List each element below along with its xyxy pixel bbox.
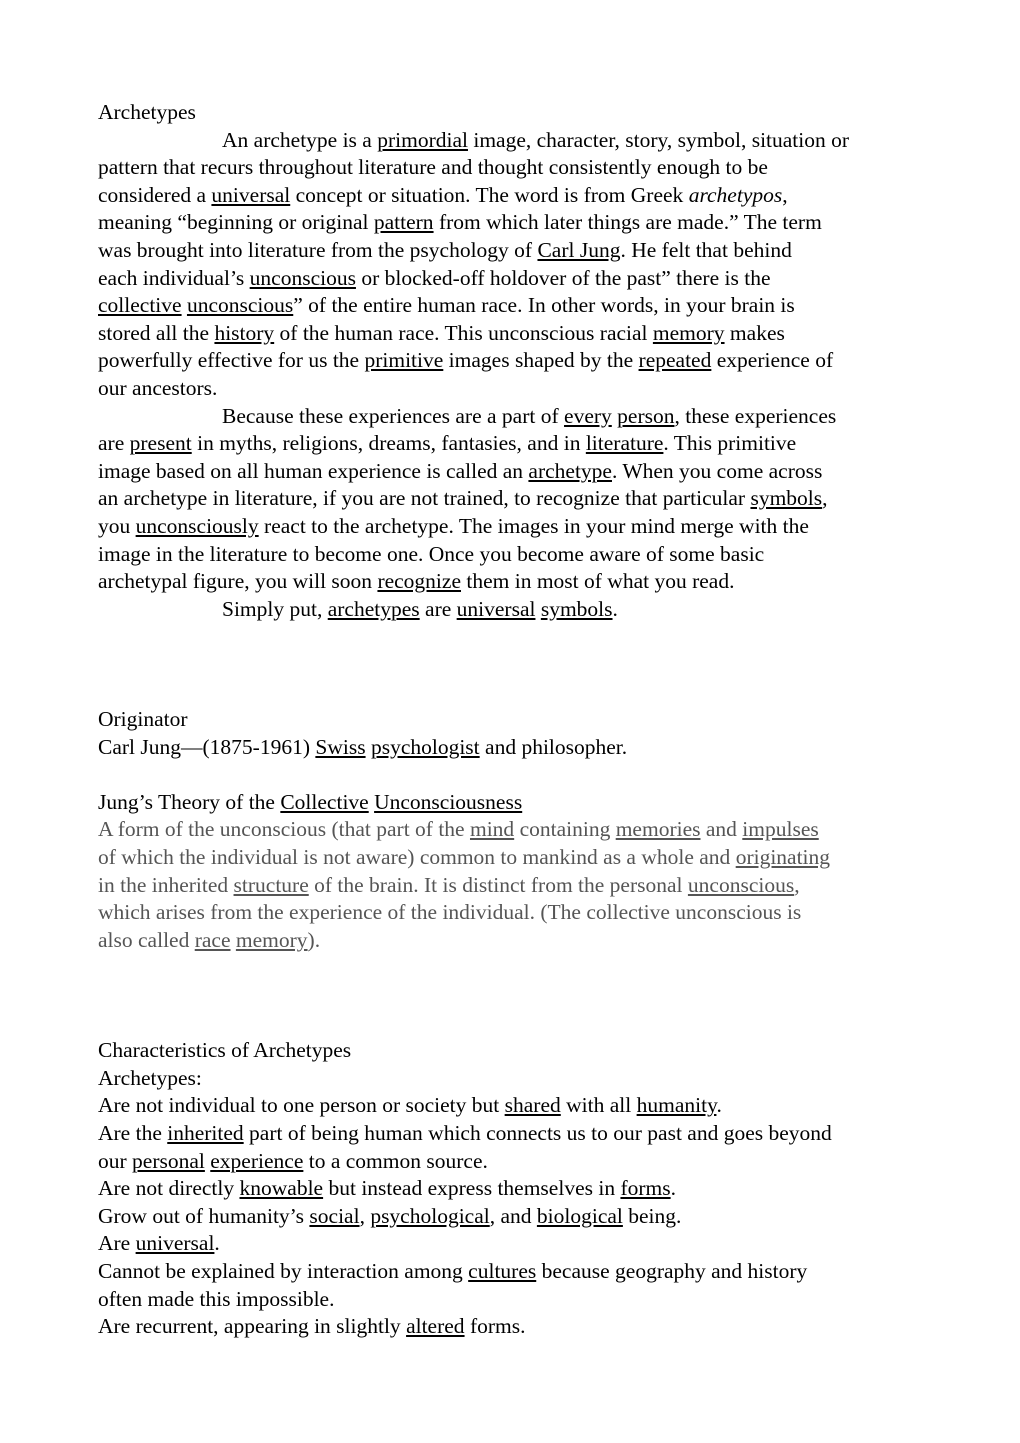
text-line	[98, 1175, 938, 1203]
text-line	[98, 513, 938, 541]
text-run: An archetype is a	[222, 127, 378, 152]
text-line	[98, 596, 938, 624]
text-run: considered a	[98, 182, 212, 207]
underlined-term: universal	[135, 1231, 215, 1256]
text-run: or blocked-off holdover of the past” there is the	[355, 265, 771, 290]
text-line	[98, 1120, 938, 1148]
text-run: to a common source.	[303, 1148, 488, 1173]
text-run: with all	[560, 1093, 637, 1118]
text-run: experience of	[711, 348, 834, 373]
underlined-term: knowable	[239, 1176, 324, 1201]
text-line	[98, 1037, 938, 1065]
underlined-term: impulses	[742, 817, 819, 842]
underlined-term: symbols	[750, 486, 823, 511]
text-run: , these experiences	[674, 403, 837, 428]
text-run: . This primitive	[663, 431, 797, 456]
section-spacer	[98, 954, 938, 1037]
text-run: and philosopher.	[479, 734, 628, 759]
text-run: containing	[514, 817, 616, 842]
text-run: our	[98, 1148, 133, 1173]
text-run: stored all the	[98, 320, 215, 345]
text-run: , and	[489, 1203, 537, 1228]
text-run: Because these experiences are a part of	[222, 403, 565, 428]
text-line	[98, 375, 938, 403]
underlined-term: primitive	[364, 348, 444, 373]
text-line	[98, 1230, 938, 1258]
text-run: forms.	[464, 1314, 526, 1339]
underlined-term: recognize	[377, 569, 461, 594]
text-run: Are not individual to one person or society but	[98, 1093, 505, 1118]
text-run: are	[98, 431, 130, 456]
text-line	[98, 347, 938, 375]
text-run: you	[98, 513, 136, 538]
text-run: archetypal figure, you will soon	[98, 569, 378, 594]
text-run: but instead express themselves in	[323, 1176, 621, 1201]
text-run: Jung’s Theory of the	[98, 789, 281, 814]
text-run: also called	[98, 927, 195, 952]
text-line	[98, 1203, 938, 1231]
text-line	[98, 568, 938, 596]
underlined-term: Collective	[280, 789, 369, 814]
text-run: ).	[307, 927, 321, 952]
text-run: .	[670, 1176, 676, 1201]
text-run: ,	[359, 1203, 371, 1228]
underlined-term: originating	[735, 845, 831, 870]
text-line	[98, 403, 938, 431]
text-run: Cannot be explained by interaction among	[98, 1258, 469, 1283]
underlined-term: psychological	[370, 1203, 490, 1228]
text-line	[98, 734, 938, 762]
text-run: image, character, story, symbol, situation or	[467, 127, 850, 152]
underlined-term: unconscious	[687, 872, 795, 897]
text-line	[98, 541, 938, 569]
text-run: Simply put,	[222, 596, 328, 621]
text-line	[98, 706, 938, 734]
text-line	[98, 1148, 938, 1176]
text-line	[98, 899, 938, 927]
text-line	[98, 99, 938, 127]
underlined-term: primordial	[377, 127, 468, 152]
text-run: Archetypes	[98, 100, 196, 124]
text-run: meaning “beginning or original	[98, 210, 374, 235]
underlined-term: repeated	[638, 348, 712, 373]
text-line	[98, 237, 938, 265]
underlined-term: biological	[536, 1203, 623, 1228]
text-run: in myths, religions, dreams, fantasies, and in	[191, 431, 586, 456]
underlined-term: universal	[211, 182, 291, 207]
text-line	[98, 154, 938, 182]
text-line	[98, 1313, 938, 1341]
underlined-term: inherited	[167, 1121, 244, 1145]
underlined-term: Carl Jung	[537, 237, 621, 262]
underlined-term: unconscious	[249, 265, 356, 290]
text-run: because geography and history	[536, 1258, 808, 1283]
text-run: part of being human which connects us to our past and goes beyond	[243, 1121, 832, 1145]
italic-term: archetypos	[688, 182, 783, 207]
section-spacer	[98, 761, 938, 789]
underlined-term: psychologist	[370, 734, 480, 759]
text-line	[98, 789, 938, 817]
text-run: A form of the unconscious (that part of the	[98, 817, 470, 842]
text-run: often made this impossible.	[98, 1286, 335, 1311]
text-run: . When you come across	[611, 458, 823, 483]
text-run: Are	[98, 1231, 136, 1256]
text-run: Grow out of humanity’s	[98, 1203, 310, 1228]
text-line	[98, 816, 938, 844]
text-run: are	[419, 596, 457, 621]
text-line	[98, 844, 938, 872]
text-run: Are recurrent, appearing in slightly	[98, 1314, 407, 1339]
text-run: concept or situation. The word is from Greek	[290, 182, 689, 207]
text-run: of the brain. It is distinct from the personal	[308, 872, 688, 897]
text-run: our ancestors.	[98, 375, 218, 400]
underlined-term: universal	[456, 596, 536, 621]
underlined-term: unconscious	[186, 293, 294, 318]
text-line	[98, 292, 938, 320]
underlined-term: social	[309, 1203, 360, 1228]
underlined-term: humanity	[636, 1093, 717, 1118]
text-run: Originator	[98, 707, 188, 732]
text-run: image in the literature to become one. Once you become aware of some basic	[98, 541, 765, 566]
underlined-term: symbols	[540, 596, 613, 621]
underlined-term: archetype	[528, 458, 612, 483]
text-line	[98, 485, 938, 513]
text-run: react to the archetype. The images in your mind merge with the	[258, 513, 809, 538]
underlined-term: collective	[98, 293, 182, 318]
text-run: powerfully effective for us the	[98, 348, 365, 373]
section-archetypes	[98, 99, 938, 623]
underlined-term: memories	[615, 817, 701, 842]
text-run: ,	[794, 872, 800, 897]
underlined-term: memory	[652, 320, 725, 345]
text-run: images shaped by the	[443, 348, 639, 373]
text-run: image based on all human experience is called an	[98, 458, 529, 483]
text-run: of which the individual is not aware) common to mankind as a whole and	[98, 845, 736, 870]
underlined-term: history	[214, 320, 275, 345]
text-line	[98, 872, 938, 900]
underlined-term: Unconsciousness	[374, 789, 523, 814]
text-run: .	[716, 1093, 722, 1118]
underlined-term: forms	[620, 1176, 671, 1201]
text-run: .	[214, 1231, 220, 1256]
text-line	[98, 1258, 938, 1286]
text-run: ,	[782, 182, 788, 207]
text-line	[98, 127, 938, 155]
section-spacer	[98, 623, 938, 706]
underlined-term: race	[194, 927, 231, 952]
underlined-term: unconsciously	[135, 513, 259, 538]
text-run: . He felt that behind	[620, 237, 792, 262]
section-originator	[98, 706, 938, 761]
underlined-term: shared	[504, 1093, 561, 1118]
underlined-term: altered	[406, 1314, 465, 1339]
text-run: .	[612, 596, 618, 621]
text-run: Are the	[98, 1121, 168, 1145]
text-run: Archetypes:	[98, 1065, 202, 1090]
text-line	[98, 1286, 938, 1314]
underlined-term: pattern	[373, 210, 434, 235]
underlined-term: experience	[210, 1148, 304, 1173]
underlined-term: cultures	[468, 1258, 537, 1283]
text-run: ,	[822, 486, 828, 511]
section-jung-theory	[98, 789, 938, 955]
text-line	[98, 430, 938, 458]
text-line	[98, 265, 938, 293]
text-run: an archetype in literature, if you are not trained, to recognize that particular	[98, 486, 751, 511]
text-line	[98, 182, 938, 210]
document-body	[98, 99, 938, 1341]
underlined-term: literature	[585, 431, 664, 456]
text-run: pattern that recurs throughout literature and thought consistently enough to be	[98, 155, 768, 180]
underlined-term: mind	[469, 817, 515, 842]
text-run: from which later things are made.” The term	[433, 210, 822, 235]
underlined-term: Swiss	[315, 734, 366, 759]
text-run: makes	[724, 320, 785, 345]
text-line	[98, 458, 938, 486]
text-run: Are not directly	[98, 1176, 240, 1201]
underlined-term: every	[564, 403, 612, 428]
text-line	[98, 1092, 938, 1120]
text-run: being.	[622, 1203, 682, 1228]
text-run: them in most of what you read.	[461, 569, 735, 594]
underlined-term: person	[617, 403, 675, 428]
text-line	[98, 209, 938, 237]
underlined-term: personal	[132, 1148, 205, 1173]
text-run: which arises from the experience of the individual. (The collective unconscious is	[98, 900, 802, 925]
text-line	[98, 1065, 938, 1093]
underlined-term: archetypes	[327, 596, 420, 621]
underlined-term: memory	[235, 927, 308, 952]
text-run: was brought into literature from the psychology of	[98, 237, 538, 262]
text-run: Characteristics of Archetypes	[98, 1038, 352, 1063]
text-run: and	[700, 817, 743, 842]
text-run: of the human race. This unconscious racial	[274, 320, 653, 345]
text-run: in the inherited	[98, 872, 234, 897]
underlined-term: structure	[233, 872, 309, 897]
section-characteristics	[98, 1037, 938, 1341]
underlined-term: present	[129, 431, 192, 456]
text-run: ” of the entire human race. In other words, in your brain is	[293, 293, 795, 318]
text-line	[98, 927, 938, 955]
text-line	[98, 320, 938, 348]
text-run: Carl Jung—(1875-1961)	[98, 734, 316, 759]
text-run: each individual’s	[98, 265, 250, 290]
